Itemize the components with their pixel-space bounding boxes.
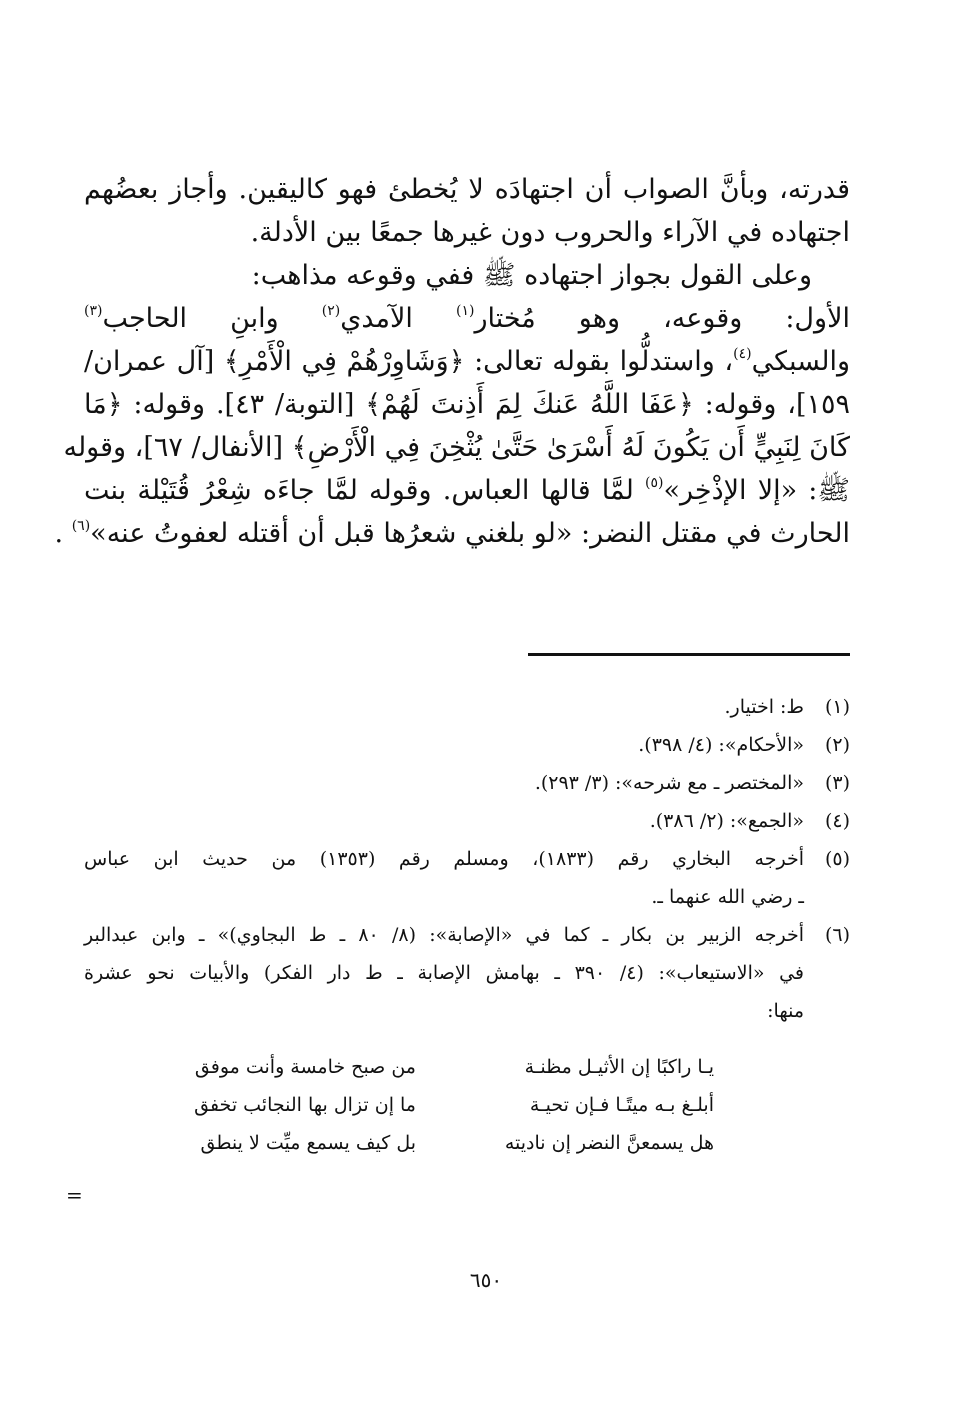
text-segment: والسبكي (751, 346, 850, 377)
footnotes (84, 688, 850, 1030)
verse-first-hemistich: هل يسمعنَّ النضر إن ناديته (504, 1132, 714, 1154)
footnote (84, 840, 850, 916)
verse-second-hemistich: ما إن تزال بها النجائب تخفق (194, 1094, 416, 1116)
footnote-text (84, 726, 804, 764)
text-segment: لمَّا قالها العباس. وقوله لمَّا جاءَه شِعْرُ قُتَيْلة بنت (84, 475, 646, 506)
footnote-line: ط: اختيار. (724, 696, 804, 718)
text-line (84, 297, 850, 340)
poem-verse (154, 1048, 714, 1086)
footnote-line: ـ رضي الله عنهما ـ. (651, 886, 804, 908)
text-segment: الأول: وقوعه، وهو مُختار (474, 303, 850, 334)
continuation-mark: = (66, 1183, 83, 1207)
footnote-marker: (١) (455, 303, 475, 319)
footnote-text (84, 916, 804, 1030)
footnote (84, 916, 850, 1030)
footnote-number: (٥) (824, 848, 850, 870)
footnote-divider (528, 653, 850, 656)
poem (154, 1048, 714, 1162)
footnote-line: أخرجه البخاري رقم (١٨٣٣)، ومسلم رقم (١٣٥٣) من حديث ابن عباس (84, 848, 804, 870)
text-segment: ﷺ: «إلا الإذْخِر» (663, 475, 850, 506)
main-text (54, 168, 850, 555)
footnote-line: «الجمع»: (٢/ ٣٨٦). (649, 810, 804, 832)
text-line: كَانَ لِنَبِيٍّ أَن يَكُونَ لَهُ أَسْرَىٰ حَتَّىٰ يُثْخِنَ فِي الْأَرْضِ﴾ [الأنفال/ ٦٧]، وقوله (63, 432, 850, 463)
footnote-marker: (٢) (321, 303, 341, 319)
footnote-number: (٣) (824, 772, 850, 794)
footnote (84, 688, 850, 726)
verse-first-hemistich: يـا راكبًا إن الأثيـل مظنـة (524, 1056, 714, 1078)
text-line (84, 469, 850, 512)
verse-second-hemistich: من صبح خامسة وأنت موفق (194, 1056, 416, 1078)
footnote-number: (٤) (824, 810, 850, 832)
footnote-line: منها: (767, 1000, 804, 1022)
text-line: ١٥٩]، وقوله: ﴿عَفَا اللَّهُ عَنكَ لِمَ أَذِنتَ لَهُمْ﴾ [التوبة/ ٤٣]. وقوله: ﴿مَا (84, 389, 850, 420)
footnote (84, 764, 850, 802)
verse-second-hemistich: بل كيف يسمع ميِّت لا ينطق (200, 1132, 416, 1154)
footnote-number: (٢) (824, 734, 850, 756)
footnote-number: (١) (824, 696, 850, 718)
text-line: اجتهاده في الآراء والحروب دون غيرها جمعًا بين الأدلة. (250, 217, 850, 248)
poem-verse (154, 1124, 714, 1162)
text-segment: الآمدي (340, 303, 413, 334)
text-segment: ، واستدلُّوا بقوله تعالى: ﴿وَشَاوِرْهُمْ فِي الْأَمْرِ﴾ [آل عمران/ (84, 346, 734, 377)
footnote-line: في «الاستيعاب»: (٤/ ٣٩٠ ـ بهامش الإصابة ـ ط دار الفكر) والأبيات نحو عشرة (84, 962, 804, 984)
footnote (84, 802, 850, 840)
footnote-text (84, 764, 804, 802)
footnote-marker: (٥) (645, 475, 664, 491)
footnote-line: «الأحكام»: (٤/ ٣٩٨). (638, 734, 804, 756)
footnote-text (84, 802, 804, 840)
footnote-line: «المختصر ـ مع شرحه»: (٣/ ٢٩٣). (534, 772, 804, 794)
text-line: وعلى القول بجواز اجتهاده ﷺ ففي وقوعه مذاهب: (251, 260, 812, 291)
text-line (84, 340, 850, 383)
text-segment: وابنِ الحاجب (102, 303, 279, 334)
text-line: قدرته، وبأنَّ الصواب أن اجتهادَه لا يُخطئ فهو كاليقين. وأجاز بعضُهم (84, 174, 850, 205)
footnote-marker: (٦) (71, 518, 91, 534)
footnote (84, 726, 850, 764)
page-number: ٦٥٠ (469, 1268, 503, 1292)
footnote-text (84, 840, 804, 916)
footnote-number: (٦) (824, 924, 850, 946)
text-segment: . (54, 518, 72, 549)
footnote-marker: (٣) (84, 303, 103, 319)
text-line (54, 512, 850, 555)
verse-first-hemistich: أبلـغ بـه ميتًـا فـإن تحيـة (529, 1094, 714, 1116)
footnote-line: أخرجه الزبير بن بكار ـ كما في «الإصابة»: (٨/ ٨٠ ـ ط البجاوي)» ـ وابن عبدالبر (84, 924, 805, 946)
poem-verse (154, 1086, 714, 1124)
footnote-marker: (٤) (733, 346, 752, 362)
text-segment: الحارث في مقتل النضر: «لو بلغني شعرُها قبل أن أقتله لعفوتُ عنه» (90, 518, 850, 549)
footnote-text (84, 688, 804, 726)
